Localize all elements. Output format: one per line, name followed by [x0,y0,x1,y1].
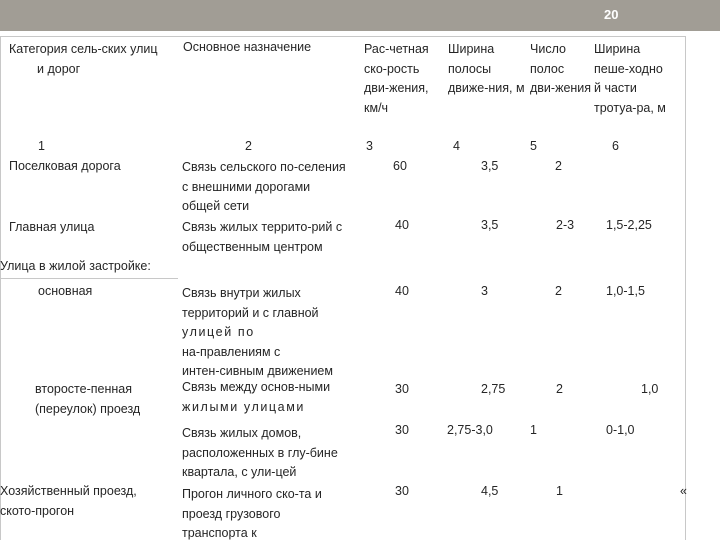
table-row-7-speed: 30 [395,484,409,498]
table-row-5-purpose: Связь между основ-ными жилыми улицами [182,380,331,414]
table-row-6-purpose: Связь жилых домов, расположенных в глу-бине квартала, с ули-цей [182,426,338,479]
table-row-5-lanes: 2 [556,382,563,396]
table-row-1-speed: 60 [393,159,407,173]
table-row-7-lane-width: 4,5 [481,484,499,498]
table-row-5-sidewalk: 1,0 [641,382,659,396]
header-lane-width: Ширина полосы движе-ния, м [448,42,525,95]
table-row-1-category: Поселковая дорога [9,159,121,173]
table-row-4-category: основная [38,284,93,298]
header-purpose: Основное назначение [183,40,312,54]
header-speed: Рас-четная ско-рость дви-жения, км/ч [364,42,429,115]
table-row-1-lanes: 2 [555,159,562,173]
table-right-border [685,36,686,540]
column-number-2: 2 [245,139,252,153]
table-row-4-purpose: Связь внутри жилых территорий и с главной улицей по на-правлениям с интен-сивным движением [182,286,333,378]
table-top-border [0,36,686,37]
table-row-4-sidewalk: 1,0-1,5 [606,284,645,298]
table-row-4-lanes: 2 [555,284,562,298]
header-category: Категория сель-ских улиц и дорог [9,42,158,76]
table-row-7-lanes: 1 [556,484,563,498]
column-number-5: 5 [530,139,537,153]
section-label: Улица в жилой застройке: [0,259,151,273]
table-row-5-category: второсте-пенная (переулок) проезд [35,382,141,416]
table-row-4-lane-width: 3 [481,284,488,298]
table-row-6-speed: 30 [395,423,409,437]
table-row-1-purpose: Связь сельского по-селения с внешними дорогами общей сети [182,160,346,213]
section-divider [0,278,178,279]
table-row-5-speed: 30 [395,382,409,396]
table-row-6-sidewalk: 0-1,0 [606,423,635,437]
table-row-2-lane-width: 3,5 [481,218,499,232]
column-number-6: 6 [612,139,619,153]
header-sidewalk: Ширина пеше-ходно й части тротуа-ра, м [594,42,666,115]
table-row-2-purpose: Связь жилых террито-рий с общественным центром [182,220,343,254]
slide-number: 20 [604,7,619,22]
column-number-1: 1 [38,139,45,153]
table-row-7-sidewalk: « [680,484,687,498]
table-row-2-category: Главная улица [9,220,95,234]
column-number-3: 3 [366,139,373,153]
table-row-6-lane-width: 2,75-3,0 [447,423,493,437]
table-row-2-sidewalk: 1,5-2,25 [606,218,652,232]
table-row-6-lanes: 1 [530,423,537,437]
table-row-2-speed: 40 [395,218,409,232]
header-lanes: Число полос дви-жения [530,42,592,95]
column-number-4: 4 [453,139,460,153]
table-row-7-category: Хозяйственный проезд, ското-прогон [0,484,137,518]
table-row-2-lanes: 2-3 [556,218,575,232]
table-left-border [0,36,1,540]
table-row-5-lane-width: 2,75 [481,382,506,396]
table-row-7-purpose: Прогон личного ско-та и проезд грузового транспорта к [182,487,322,540]
table-row-4-speed: 40 [395,284,409,298]
table-row-1-lane-width: 3,5 [481,159,499,173]
